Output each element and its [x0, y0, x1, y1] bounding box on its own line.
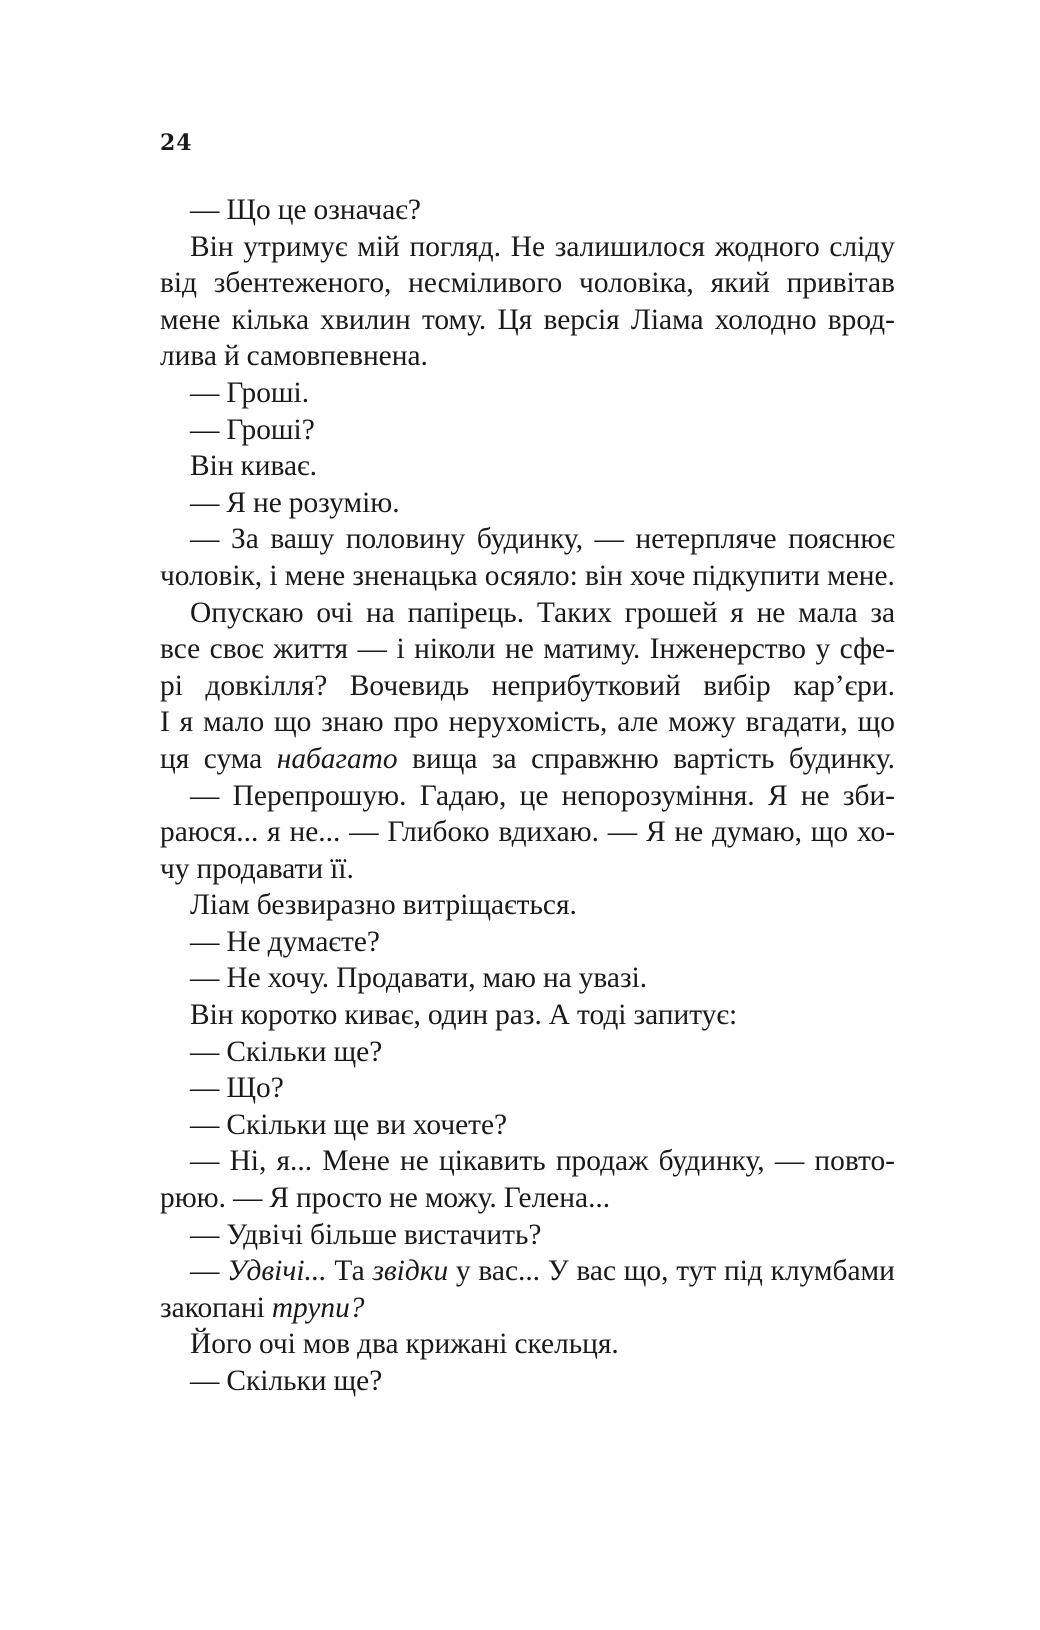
text-line — [160, 265, 895, 302]
word: — — [190, 376, 220, 409]
word: — — [190, 1108, 220, 1141]
word: підкупити — [692, 559, 820, 592]
word: хочу. — [267, 962, 330, 995]
word: Та — [334, 1255, 365, 1288]
word: ще? — [333, 1365, 383, 1397]
word: життя — [273, 633, 349, 666]
word: — — [190, 925, 220, 958]
word: знаю — [321, 706, 384, 739]
word: погляд. — [409, 230, 501, 263]
word: будинку, — [658, 1145, 765, 1178]
body-text — [160, 192, 895, 1400]
word: не — [674, 816, 704, 849]
word: можу. — [424, 1182, 497, 1215]
word: увазі. — [578, 962, 648, 995]
word: означає? — [313, 194, 421, 226]
word: я — [267, 816, 281, 849]
word: — — [190, 1072, 220, 1105]
word: несміливого — [408, 267, 563, 300]
text-line — [160, 814, 895, 851]
word: за — [491, 742, 517, 775]
word: осяяло: — [484, 559, 578, 592]
word: під — [724, 1255, 763, 1288]
word: кілька — [231, 303, 310, 336]
word: — — [190, 413, 220, 446]
word: очі — [258, 1328, 296, 1361]
word: — — [190, 486, 220, 519]
word: чоловіка, — [579, 267, 694, 300]
word: тому. — [421, 303, 487, 336]
word: розумію. — [288, 486, 400, 519]
word: Я — [226, 486, 246, 519]
word: хвилин — [320, 303, 411, 336]
word: — — [190, 1255, 220, 1288]
word: Опускаю — [190, 596, 304, 629]
word: У — [547, 1255, 569, 1288]
word: і — [269, 559, 278, 592]
word: чу — [160, 852, 190, 885]
word: Удвічі — [226, 1218, 304, 1251]
word: будинку. — [788, 742, 895, 775]
word: Я — [269, 1182, 289, 1215]
word: зби- — [842, 779, 895, 812]
word: будинку, — [476, 523, 583, 556]
text-line — [160, 851, 895, 888]
word: тут — [676, 1255, 717, 1288]
word: сфе- — [839, 633, 895, 666]
word: довкілля? — [205, 669, 328, 702]
word: що — [857, 706, 895, 739]
word: один — [427, 999, 489, 1032]
text-line — [160, 1070, 895, 1107]
word: клумбами — [770, 1255, 895, 1288]
word: що, — [623, 1255, 669, 1288]
word: думаю, — [711, 816, 802, 849]
word: не — [756, 596, 786, 629]
word: не... — [289, 816, 341, 849]
word: ще — [333, 1108, 370, 1141]
word: — — [594, 523, 624, 556]
word: Гроші. — [226, 376, 310, 409]
word: він — [584, 559, 623, 592]
word: жодного — [714, 230, 820, 263]
word: Не — [226, 962, 261, 995]
text-line — [160, 778, 895, 815]
text-line — [160, 741, 895, 778]
word: матиму. — [543, 633, 641, 666]
word: утримує — [243, 230, 348, 263]
italic-word: звідки — [372, 1255, 449, 1288]
word: — — [190, 779, 220, 812]
word: Гелена... — [503, 1182, 611, 1215]
word: повто- — [814, 1145, 895, 1178]
word: вашу — [270, 523, 335, 556]
word: чоловік, — [160, 559, 263, 592]
word: але — [617, 706, 659, 739]
text-line — [160, 1143, 895, 1180]
text-line — [160, 1253, 895, 1290]
word: своє — [209, 633, 264, 666]
word: ще? — [333, 1035, 383, 1068]
word: Що — [226, 194, 271, 226]
text-line — [160, 1217, 895, 1254]
text-line — [160, 338, 895, 375]
word: — — [190, 1365, 220, 1397]
word: хочете? — [412, 1108, 508, 1141]
word: запитує: — [633, 999, 738, 1032]
word: Його — [190, 1328, 252, 1361]
word: — — [190, 1035, 220, 1068]
text-line — [160, 997, 895, 1034]
word: її. — [330, 852, 354, 885]
word: зненацька — [352, 559, 478, 592]
word: на — [542, 962, 572, 995]
word: тоді — [577, 999, 627, 1032]
word: за — [870, 596, 895, 629]
text-line — [160, 1180, 895, 1217]
text-line — [160, 595, 895, 632]
word: киває, — [344, 999, 421, 1032]
word: про — [393, 706, 439, 739]
word: вистачить? — [403, 1218, 542, 1251]
word: ви — [376, 1108, 406, 1141]
text-line — [160, 558, 895, 595]
text-line — [160, 302, 895, 339]
word: — — [232, 1182, 263, 1215]
word: вас — [576, 1255, 616, 1288]
word: не — [400, 1145, 429, 1178]
text-line — [160, 412, 895, 449]
word: Я — [645, 816, 666, 849]
word: Інженерство — [649, 633, 806, 666]
word: раз. — [495, 999, 542, 1032]
word: Скільки — [226, 1035, 327, 1068]
text-line — [160, 1326, 895, 1363]
word: — — [607, 816, 638, 849]
word: збентеженого, — [213, 267, 392, 300]
word: який — [710, 267, 770, 300]
word: продаж — [555, 1145, 649, 1178]
word: — — [190, 523, 220, 556]
word: — — [190, 962, 220, 995]
word: залишилося — [554, 230, 706, 263]
word: Ліама — [630, 303, 704, 336]
word: киває. — [240, 450, 318, 483]
word: — — [349, 816, 379, 849]
word: версія — [543, 303, 620, 336]
word: вища — [412, 742, 478, 775]
word: лива — [160, 340, 217, 373]
word: очі — [316, 596, 354, 629]
word: Ця — [497, 303, 533, 336]
word: закопані — [160, 1291, 265, 1324]
text-line — [160, 192, 895, 229]
word: Продавати, — [336, 962, 476, 995]
text-line — [160, 704, 895, 741]
text-line — [160, 375, 895, 412]
word: вибір — [703, 669, 771, 702]
word: мене — [160, 303, 221, 336]
text-line — [160, 887, 895, 924]
text-line — [160, 631, 895, 668]
word: не — [800, 779, 830, 812]
page-number: 24 — [160, 130, 193, 156]
word: мала — [798, 596, 858, 629]
word: на — [365, 596, 395, 629]
word: мене. — [827, 559, 895, 592]
word: папірець. — [407, 596, 525, 629]
text-line — [160, 1107, 895, 1144]
word: — — [190, 1145, 220, 1178]
word: Перепрошую. — [232, 779, 407, 812]
word: крижані — [405, 1328, 508, 1361]
word: просто — [295, 1182, 383, 1215]
word: ніколи — [414, 633, 496, 666]
word: і — [396, 633, 405, 666]
word: Гадаю, — [419, 779, 507, 812]
word: раюся... — [160, 816, 259, 849]
word: Він — [190, 450, 234, 483]
word: маю — [482, 962, 536, 995]
word: непорозуміння. — [561, 779, 755, 812]
word: у — [815, 633, 831, 666]
word: справжню — [531, 742, 659, 775]
word: — — [774, 1145, 805, 1178]
word: Він — [190, 999, 234, 1032]
word: скельця. — [514, 1328, 619, 1361]
word: хоче — [629, 559, 686, 592]
word: мало — [203, 706, 265, 739]
text-line — [160, 668, 895, 705]
word: нетерпляче — [635, 523, 777, 556]
word: можу — [668, 706, 736, 739]
word: мене — [284, 559, 346, 592]
word: думаєте? — [267, 925, 380, 958]
word: Ліам — [190, 889, 250, 922]
word: не — [505, 633, 534, 666]
text-line — [160, 924, 895, 961]
word: я — [179, 706, 194, 739]
word: що — [274, 706, 312, 739]
word: Я — [767, 779, 788, 812]
word: холодно — [714, 303, 817, 336]
text-line — [160, 485, 895, 522]
italic-word: Удвічі... — [227, 1255, 327, 1288]
word: Не — [510, 230, 545, 263]
word: не — [389, 1182, 418, 1215]
word: безвиразно — [256, 889, 396, 922]
word: сума — [203, 742, 263, 775]
word: кар’єри. — [793, 669, 895, 702]
word: вдихаю. — [498, 816, 599, 849]
word: Скільки — [226, 1365, 327, 1397]
word: це — [277, 194, 307, 226]
word: мов — [302, 1328, 351, 1361]
word: я... — [276, 1145, 313, 1178]
word: рі — [160, 669, 183, 702]
word: Вочевидь — [349, 669, 470, 702]
word: І — [160, 706, 170, 739]
word: продавати — [196, 852, 324, 885]
text-line — [160, 1034, 895, 1071]
word: Скільки — [226, 1108, 327, 1141]
word: вас... — [478, 1255, 541, 1288]
word: привітав — [786, 267, 895, 300]
word: врод- — [827, 303, 895, 336]
word: ця — [160, 742, 190, 775]
word: у — [455, 1255, 471, 1288]
word: — — [190, 1218, 220, 1251]
word: Таких — [536, 596, 612, 629]
word: вгадати, — [745, 706, 848, 739]
word: я — [730, 596, 744, 629]
word: — — [357, 633, 387, 666]
word: що — [810, 816, 849, 849]
word: це — [519, 779, 549, 812]
text-line — [160, 448, 895, 485]
word: — — [190, 194, 220, 226]
italic-word: трупи? — [271, 1291, 365, 1324]
italic-word: набагато — [276, 742, 398, 775]
word: Не — [226, 925, 261, 958]
word: два — [357, 1328, 399, 1361]
word: й — [223, 340, 240, 373]
word: самовпевнена. — [246, 340, 428, 373]
word: А — [548, 999, 571, 1032]
text-line — [160, 229, 895, 266]
word: вартість — [673, 742, 775, 775]
text-line — [160, 960, 895, 997]
word: половину — [345, 523, 466, 556]
word: Що? — [226, 1072, 284, 1105]
word: хо- — [856, 816, 895, 849]
word: Ні, — [229, 1145, 267, 1178]
word: цікавить — [439, 1145, 546, 1178]
word: Мене — [322, 1145, 390, 1178]
word: грошей — [624, 596, 718, 629]
word: рюю. — [160, 1182, 226, 1215]
text-line — [160, 1290, 895, 1327]
word: Глибоко — [387, 816, 490, 849]
word: неприбутковий — [491, 669, 681, 702]
text-line — [160, 521, 895, 558]
word: більше — [310, 1218, 397, 1251]
word: пояснює — [788, 523, 895, 556]
word: сліду — [829, 230, 895, 263]
word: Гроші? — [226, 413, 315, 446]
word: мій — [357, 230, 400, 263]
word: витріщається. — [402, 889, 577, 922]
text-line — [160, 1363, 895, 1400]
word: все — [160, 633, 201, 666]
word: нерухомість, — [448, 706, 608, 739]
word: За — [230, 523, 259, 556]
word: коротко — [240, 999, 338, 1032]
word: Він — [190, 230, 234, 263]
word: від — [160, 267, 197, 300]
word: не — [253, 486, 282, 519]
